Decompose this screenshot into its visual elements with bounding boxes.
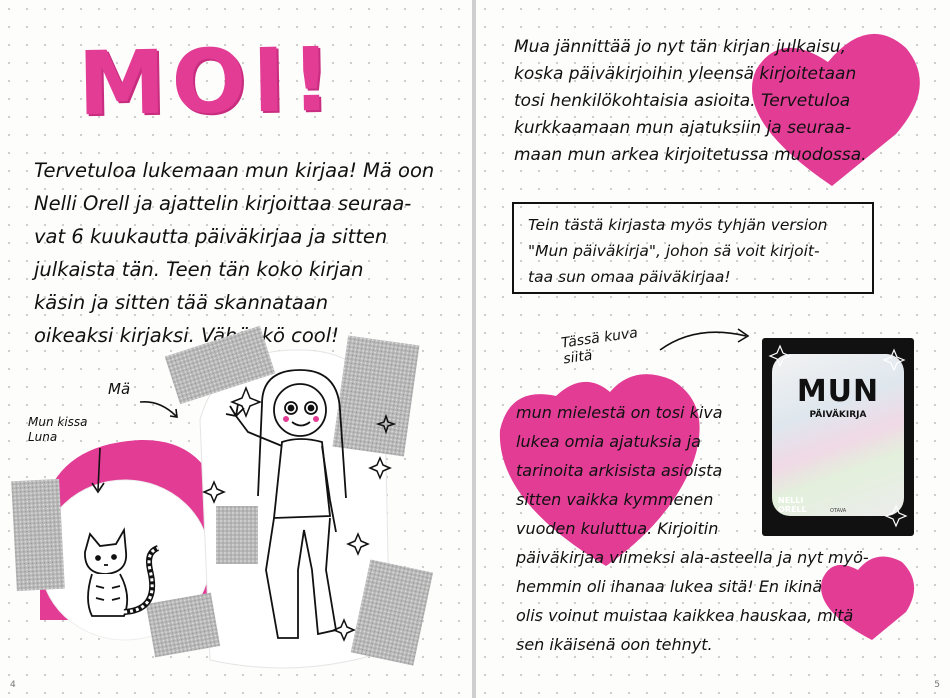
text-line: lukea omia ajatuksia ja — [516, 432, 701, 451]
washi-tape — [216, 506, 258, 564]
box-line: taa sun omaa päiväkirjaa! — [528, 268, 731, 286]
text-line: koska päiväkirjoihin yleensä kirjoitetaan — [514, 64, 857, 84]
info-box — [512, 202, 874, 294]
intro-line: Tervetuloa lukemaan mun kirjaa! Mä oon — [34, 159, 435, 182]
text-line: tarinoita arkisista asioista — [516, 461, 723, 480]
intro-line: Nelli Orell ja ajattelin kirjoittaa seuraa- — [34, 192, 412, 215]
paragraph-reflection — [516, 398, 936, 659]
text-line: mun mielestä on tosi kiva — [516, 403, 723, 422]
text-line: kurkkaamaan mun ajatuksiin ja seuraa- — [514, 118, 852, 138]
book-subtitle: PÄIVÄKIRJA — [809, 410, 867, 420]
illustration-collage — [0, 320, 472, 698]
text-line: päiväkirjaa viimeksi ala-asteella ja nyt myö- — [516, 548, 869, 567]
book-author: NELLI ORELL — [778, 496, 807, 514]
box-line: "Mun päiväkirja", johon sä voit kirjoit- — [528, 242, 820, 260]
arrow-doodle — [656, 320, 756, 360]
book-publisher: OTAVA — [830, 508, 847, 514]
paragraph-intro — [514, 34, 934, 169]
intro-line: oikeaksi kirjaksi. Vähänkö cool! — [34, 324, 339, 347]
text-line: Mua jännittää jo nyt tän kirjan julkaisu, — [514, 37, 847, 57]
left-page — [0, 0, 472, 698]
right-page — [476, 0, 950, 698]
page-number: 5 — [934, 680, 940, 690]
washi-tape — [11, 479, 65, 591]
label-me: Mä — [108, 380, 131, 398]
text-line: sen ikäisenä oon tehnyt. — [516, 635, 713, 654]
text-line: maan mun arkea kirjoitetussa muodossa. — [514, 145, 867, 165]
intro-line: vat 6 kuukautta päiväkirjaa ja sitten — [34, 225, 388, 248]
page-title: MOI! — [77, 27, 339, 136]
arrow-label: Tässä kuva siitä — [560, 324, 639, 368]
text-line: tosi henkilökohtaisia asioita. Tervetuloa — [514, 91, 851, 111]
intro-line: julkaista tän. Teen tän koko kirjan — [34, 258, 364, 281]
washi-tape — [146, 593, 220, 658]
text-line: olis voinut muistaa kaikkea hauskaa, mitä — [516, 606, 854, 625]
intro-line: käsin ja sitten tää skannataan — [34, 291, 329, 314]
page-number: 4 — [10, 680, 16, 690]
text-line: sitten vaikka kymmenen — [516, 490, 714, 509]
text-line: vuoden kuluttua. Kirjoitin — [516, 519, 719, 538]
text-line: hemmin oli ihanaa lukea sitä! En ikinä — [516, 577, 823, 596]
label-cat: Mun kissa Luna — [28, 415, 88, 444]
washi-tape — [333, 336, 420, 457]
box-line: Tein tästä kirjasta myös tyhjän version — [528, 216, 828, 234]
book-title: MUN — [796, 374, 880, 409]
